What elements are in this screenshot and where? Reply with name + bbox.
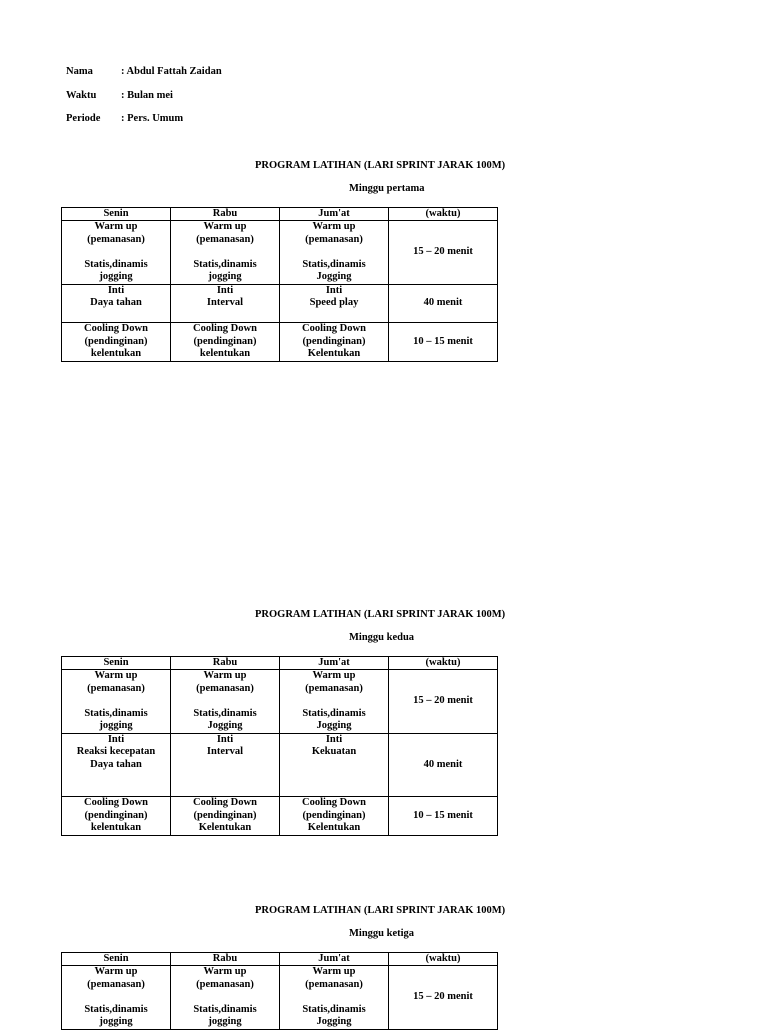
cell-text: Warm up [312,670,356,681]
info-value: : Bulan mei [121,89,173,101]
activity-cell [280,733,389,797]
cell-text: Inti [325,733,343,745]
cell-text: Daya tahan [90,297,142,308]
table-row [62,966,498,1030]
cell-text: (pemanasan) [305,233,363,245]
cell-text: Warm up [312,221,356,232]
activity-cell [171,797,280,836]
table-row [62,221,498,285]
blank-line [64,784,168,797]
section-week: Minggu pertama [349,183,425,194]
section-week: Minggu ketiga [349,928,415,939]
cell-text: Statis,dinamis [302,1003,366,1015]
cell-text: Jogging [207,720,243,731]
activity-cell [62,797,171,836]
cell-text: Cooling Down [302,797,366,808]
activity-cell [62,733,171,797]
cell-text: kelentukan [90,822,142,833]
cell-text: (pendinginan) [302,335,366,347]
blank-line [173,771,277,784]
cell-text: Warm up [203,966,247,977]
cell-text: (pemanasan) [87,978,145,990]
column-header: Senin [62,208,171,221]
activity-cell [62,966,171,1030]
blank-line [64,310,168,323]
info-value: : Abdul Fattah Zaidan [121,66,222,77]
cell-text: Inti [216,733,234,745]
duration-cell: 15 – 20 menit [389,670,498,734]
blank-line [282,695,386,708]
blank-line [64,695,168,708]
blank-line [282,771,386,784]
cell-text: Warm up [94,221,138,232]
cell-text: Cooling Down [193,797,257,808]
cell-text: kelentukan [199,348,251,359]
cell-text: Cooling Down [84,323,148,334]
blank-line [64,771,168,784]
activity-cell [62,670,171,734]
blank-line [173,310,277,323]
cell-text: Statis,dinamis [193,707,257,719]
activity-cell [171,221,280,285]
cell-text: (pemanasan) [87,682,145,694]
column-header: Jum'at [280,953,389,966]
activity-cell [62,221,171,285]
section-title: PROGRAM LATIHAN (LARI SPRINT JARAK 100M) [255,609,506,620]
cell-text: Jogging [316,1016,352,1027]
activity-cell [171,733,280,797]
cell-text: Speed play [309,297,359,308]
cell-text: Cooling Down [84,797,148,808]
cell-text: Statis,dinamis [302,258,366,270]
cell-text: (pemanasan) [305,978,363,990]
plan-table [61,952,498,1030]
blank-line [282,310,386,323]
cell-text: Statis,dinamis [84,707,148,719]
info-label: Periode [66,113,101,124]
section-title: PROGRAM LATIHAN (LARI SPRINT JARAK 100M) [255,905,506,916]
table-row [62,797,498,836]
cell-text: Kelentukan [307,822,361,833]
cell-text: Jogging [316,271,352,282]
cell-text: Statis,dinamis [193,258,257,270]
blank-line [64,246,168,259]
cell-text: Kelentukan [198,822,252,833]
table-header-row [62,208,498,221]
duration-cell: 15 – 20 menit [389,966,498,1030]
cell-text: Warm up [203,221,247,232]
cell-text: Warm up [94,966,138,977]
cell-text: kelentukan [90,348,142,359]
cell-text: Reaksi kecepatan [76,746,156,757]
activity-cell [171,323,280,362]
activity-cell [280,323,389,362]
duration-cell: 15 – 20 menit [389,221,498,285]
cell-text: Interval [206,746,244,757]
column-header: Rabu [171,953,280,966]
plan-table [61,207,498,362]
blank-line [282,246,386,259]
cell-text: (pendinginan) [302,809,366,821]
cell-text: (pemanasan) [196,682,254,694]
column-header: Senin [62,657,171,670]
cell-text: Inti [107,733,125,745]
cell-text: (pemanasan) [305,682,363,694]
activity-cell [280,670,389,734]
activity-cell [280,284,389,323]
activity-cell [171,670,280,734]
cell-text: Warm up [312,966,356,977]
cell-text: Warm up [203,670,247,681]
info-value: : Pers. Umum [121,113,184,124]
activity-cell [62,284,171,323]
cell-text: jogging [208,271,242,282]
activity-cell [280,966,389,1030]
cell-text: Daya tahan [90,758,142,770]
info-label: Waktu [66,89,97,101]
column-header: Senin [62,953,171,966]
column-header: Rabu [171,657,280,670]
cell-text: (pemanasan) [87,233,145,245]
cell-text: Inti [325,284,343,296]
cell-text: Statis,dinamis [302,707,366,719]
activity-cell [280,797,389,836]
column-header: (waktu) [389,208,498,221]
activity-cell [62,323,171,362]
cell-text: Statis,dinamis [84,258,148,270]
cell-text: (pendinginan) [193,809,257,821]
cell-text: (pemanasan) [196,233,254,245]
cell-text: Inti [216,284,234,296]
cell-text: Kelentukan [307,348,361,359]
blank-line [173,784,277,797]
cell-text: Warm up [94,670,138,681]
blank-line [282,784,386,797]
blank-line [173,991,277,1004]
info-label: Nama [66,66,93,77]
cell-text: Jogging [316,720,352,731]
blank-line [282,991,386,1004]
cell-text: Cooling Down [302,323,366,334]
column-header: Jum'at [280,657,389,670]
table-row [62,323,498,362]
cell-text: Inti [107,284,125,296]
duration-cell: 40 menit [389,733,498,797]
blank-line [173,695,277,708]
table-header-row [62,953,498,966]
section-title: PROGRAM LATIHAN (LARI SPRINT JARAK 100M) [255,160,506,171]
duration-cell: 10 – 15 menit [389,323,498,362]
activity-cell [280,221,389,285]
duration-cell: 40 menit [389,284,498,323]
cell-text: Statis,dinamis [84,1003,148,1015]
column-header: (waktu) [389,657,498,670]
duration-cell: 10 – 15 menit [389,797,498,836]
table-row [62,733,498,797]
cell-text: (pendinginan) [84,335,148,347]
table-row [62,284,498,323]
table-row [62,670,498,734]
column-header: (waktu) [389,953,498,966]
blank-line [173,759,277,772]
blank-line [282,759,386,772]
column-header: Rabu [171,208,280,221]
cell-text: Interval [206,297,244,308]
cell-text: jogging [99,271,133,282]
blank-line [173,246,277,259]
cell-text: jogging [208,1016,242,1027]
blank-line [64,991,168,1004]
cell-text: jogging [99,720,133,731]
column-header: Jum'at [280,208,389,221]
cell-text: jogging [99,1016,133,1027]
section-week: Minggu kedua [349,632,415,643]
cell-text: (pendinginan) [193,335,257,347]
activity-cell [171,966,280,1030]
plan-table [61,656,498,836]
table-header-row [62,657,498,670]
cell-text: Statis,dinamis [193,1003,257,1015]
cell-text: (pendinginan) [84,809,148,821]
cell-text: Cooling Down [193,323,257,334]
cell-text: Kekuatan [311,746,357,757]
activity-cell [171,284,280,323]
cell-text: (pemanasan) [196,978,254,990]
